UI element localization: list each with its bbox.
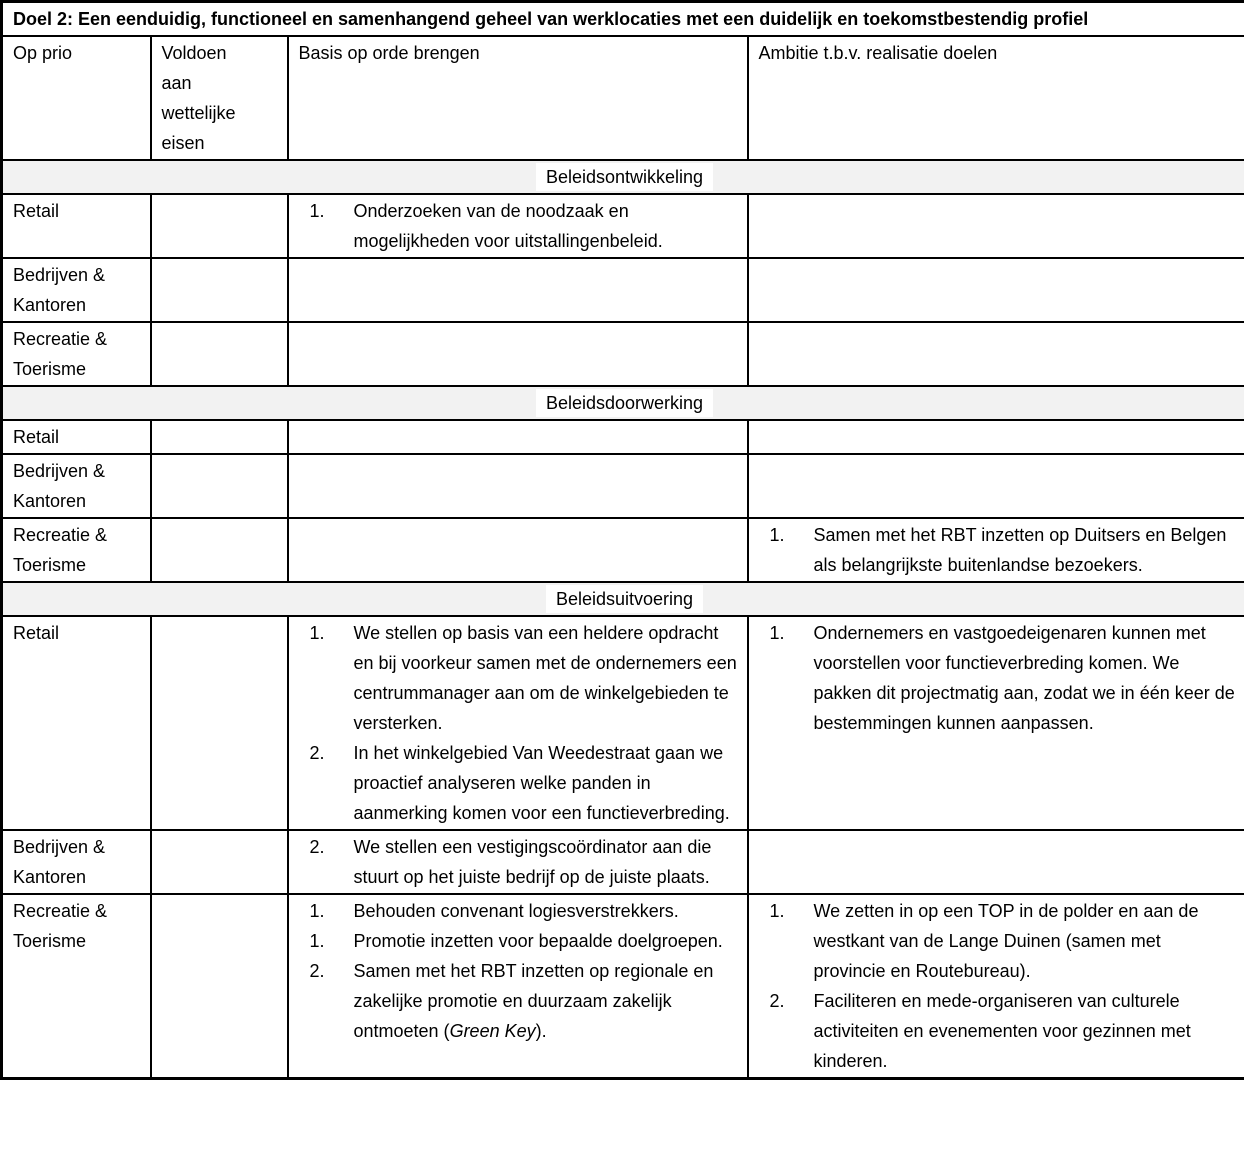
table-row-bedrijven-kantoren xyxy=(2,454,1244,518)
list-number: 1. xyxy=(309,623,325,643)
voldoen-cell xyxy=(151,518,288,582)
list-number: 2. xyxy=(769,991,785,1011)
row-label: Retail xyxy=(2,194,151,258)
voldoen-cell xyxy=(151,258,288,322)
list-item xyxy=(299,926,739,956)
list-text: We stellen een vestigingscoördinator aan die stuurt op het juiste bedrijf op de juiste plaats. xyxy=(353,837,712,887)
table-row-recreatie-toerisme xyxy=(2,518,1244,582)
list-item xyxy=(299,956,739,1046)
row-label: Bedrijven & Kantoren xyxy=(2,258,151,322)
list-number: 1. xyxy=(769,525,785,545)
ambitie-cell xyxy=(748,830,1244,894)
list-item xyxy=(759,520,1237,580)
row-label: Recreatie & Toerisme xyxy=(2,518,151,582)
column-header-voldoen-wettelijke-eisen xyxy=(151,36,288,160)
table-row-recreatie-toerisme xyxy=(2,894,1244,1079)
list-text: In het winkelgebied Van Weedestraat gaan we proactief analyseren welke panden in aanmerking komen voor een functieverbreding. xyxy=(353,743,730,823)
table-title: Doel 2: Een eenduidig, functioneel en samenhangend geheel van werklocaties met een duidelijk en toekomstbestendig profiel xyxy=(2,2,1244,37)
basis-cell xyxy=(288,830,748,894)
header-row xyxy=(2,36,1244,160)
ambitie-cell xyxy=(748,518,1244,582)
column-header-label: Basis op orde brengen xyxy=(298,43,480,63)
basis-cell xyxy=(288,454,748,518)
table-row-retail xyxy=(2,194,1244,258)
list-text xyxy=(354,956,739,1046)
list-item xyxy=(299,832,739,892)
list-number: 1. xyxy=(309,201,325,221)
ambitie-cell xyxy=(748,194,1244,258)
list-text-pre: Samen met het RBT inzetten op regionale en zakelijke promotie en duurzaam zakelijk ontmoeten ( xyxy=(353,961,714,1041)
section-header-label: Beleidsdoorwerking xyxy=(536,389,713,417)
table-row-retail xyxy=(2,420,1244,454)
list-text: Promotie inzetten voor bepaalde doelgroepen. xyxy=(353,931,723,951)
basis-cell xyxy=(288,420,748,454)
voldoen-cell xyxy=(151,322,288,386)
italic-text: Green Key xyxy=(449,1021,536,1041)
section-header-label: Beleidsontwikkeling xyxy=(536,163,713,191)
column-header-label: Voldoen aan wettelijke eisen xyxy=(161,43,236,153)
ambitie-cell xyxy=(748,258,1244,322)
list-number: 1. xyxy=(309,901,325,921)
voldoen-cell xyxy=(151,420,288,454)
list-text: Ondernemers en vastgoedeigenaren kunnen met voorstellen voor functieverbreding komen. We pakken dit projectmatig aan, zodat we in één keer de bestemmingen kunnen aanpassen. xyxy=(813,623,1235,733)
list-item xyxy=(759,986,1237,1076)
basis-cell xyxy=(288,258,748,322)
basis-cell xyxy=(288,518,748,582)
basis-cell xyxy=(288,894,748,1079)
voldoen-cell xyxy=(151,616,288,830)
list-text: Samen met het RBT inzetten op Duitsers en Belgen als belangrijkste buitenlandse bezoekers. xyxy=(813,525,1227,575)
list-text-post: ). xyxy=(535,1021,547,1041)
row-label: Recreatie & Toerisme xyxy=(2,322,151,386)
list-text: We zetten in op een TOP in de polder en aan de westkant van de Lange Duinen (samen met provincie en Routebureau). xyxy=(813,901,1199,981)
list-text: Behouden convenant logiesverstrekkers. xyxy=(353,901,679,921)
ambitie-cell xyxy=(748,322,1244,386)
list-number: 1. xyxy=(769,623,785,643)
list-item xyxy=(299,896,739,926)
list-text: Faciliteren en mede-organiseren van culturele activiteiten en evenementen voor gezinnen met kinderen. xyxy=(813,991,1191,1071)
voldoen-cell xyxy=(151,830,288,894)
title-row xyxy=(2,2,1244,37)
list-number: 2. xyxy=(309,837,325,857)
list-text: Onderzoeken van de noodzaak en mogelijkheden voor uitstallingenbeleid. xyxy=(353,201,663,251)
list-item xyxy=(299,196,739,256)
list-item xyxy=(299,618,739,738)
list-number: 2. xyxy=(309,743,325,763)
column-header-label: Ambitie t.b.v. realisatie doelen xyxy=(758,43,998,63)
list-number: 1. xyxy=(309,931,325,951)
ambitie-cell xyxy=(748,616,1244,830)
section-row-beleidsuitvoering xyxy=(2,582,1244,616)
row-label: Bedrijven & Kantoren xyxy=(2,830,151,894)
column-header-ambitie xyxy=(748,36,1244,160)
list-item xyxy=(759,896,1237,986)
basis-cell xyxy=(288,194,748,258)
ambitie-cell xyxy=(748,454,1244,518)
list-number: 2. xyxy=(309,961,325,981)
basis-cell xyxy=(288,322,748,386)
section-row-beleidsdoorwerking xyxy=(2,386,1244,420)
row-label: Recreatie & Toerisme xyxy=(2,894,151,1079)
voldoen-cell xyxy=(151,454,288,518)
section-header xyxy=(2,160,1244,194)
ambitie-cell xyxy=(748,420,1244,454)
voldoen-cell xyxy=(151,894,288,1079)
column-header-label: Op prio xyxy=(13,43,73,63)
section-header xyxy=(2,582,1244,616)
list-item xyxy=(759,618,1237,738)
column-header-op-prio xyxy=(2,36,151,160)
column-header-basis-op-orde xyxy=(288,36,748,160)
list-number: 1. xyxy=(769,901,785,921)
section-header-label: Beleidsuitvoering xyxy=(546,585,703,613)
row-label: Retail xyxy=(2,420,151,454)
table-row-bedrijven-kantoren xyxy=(2,258,1244,322)
table-row-bedrijven-kantoren xyxy=(2,830,1244,894)
list-item xyxy=(299,738,739,828)
row-label: Retail xyxy=(2,616,151,830)
ambitie-cell xyxy=(748,894,1244,1079)
voldoen-cell xyxy=(151,194,288,258)
row-label: Bedrijven & Kantoren xyxy=(2,454,151,518)
table-row-retail xyxy=(2,616,1244,830)
table-row-recreatie-toerisme xyxy=(2,322,1244,386)
basis-cell xyxy=(288,616,748,830)
section-header xyxy=(2,386,1244,420)
list-text: We stellen op basis van een heldere opdracht en bij voorkeur samen met de ondernemers een centrummanager aan om de winkelgebieden te versterken. xyxy=(353,623,737,733)
section-row-beleidsontwikkeling xyxy=(2,160,1244,194)
